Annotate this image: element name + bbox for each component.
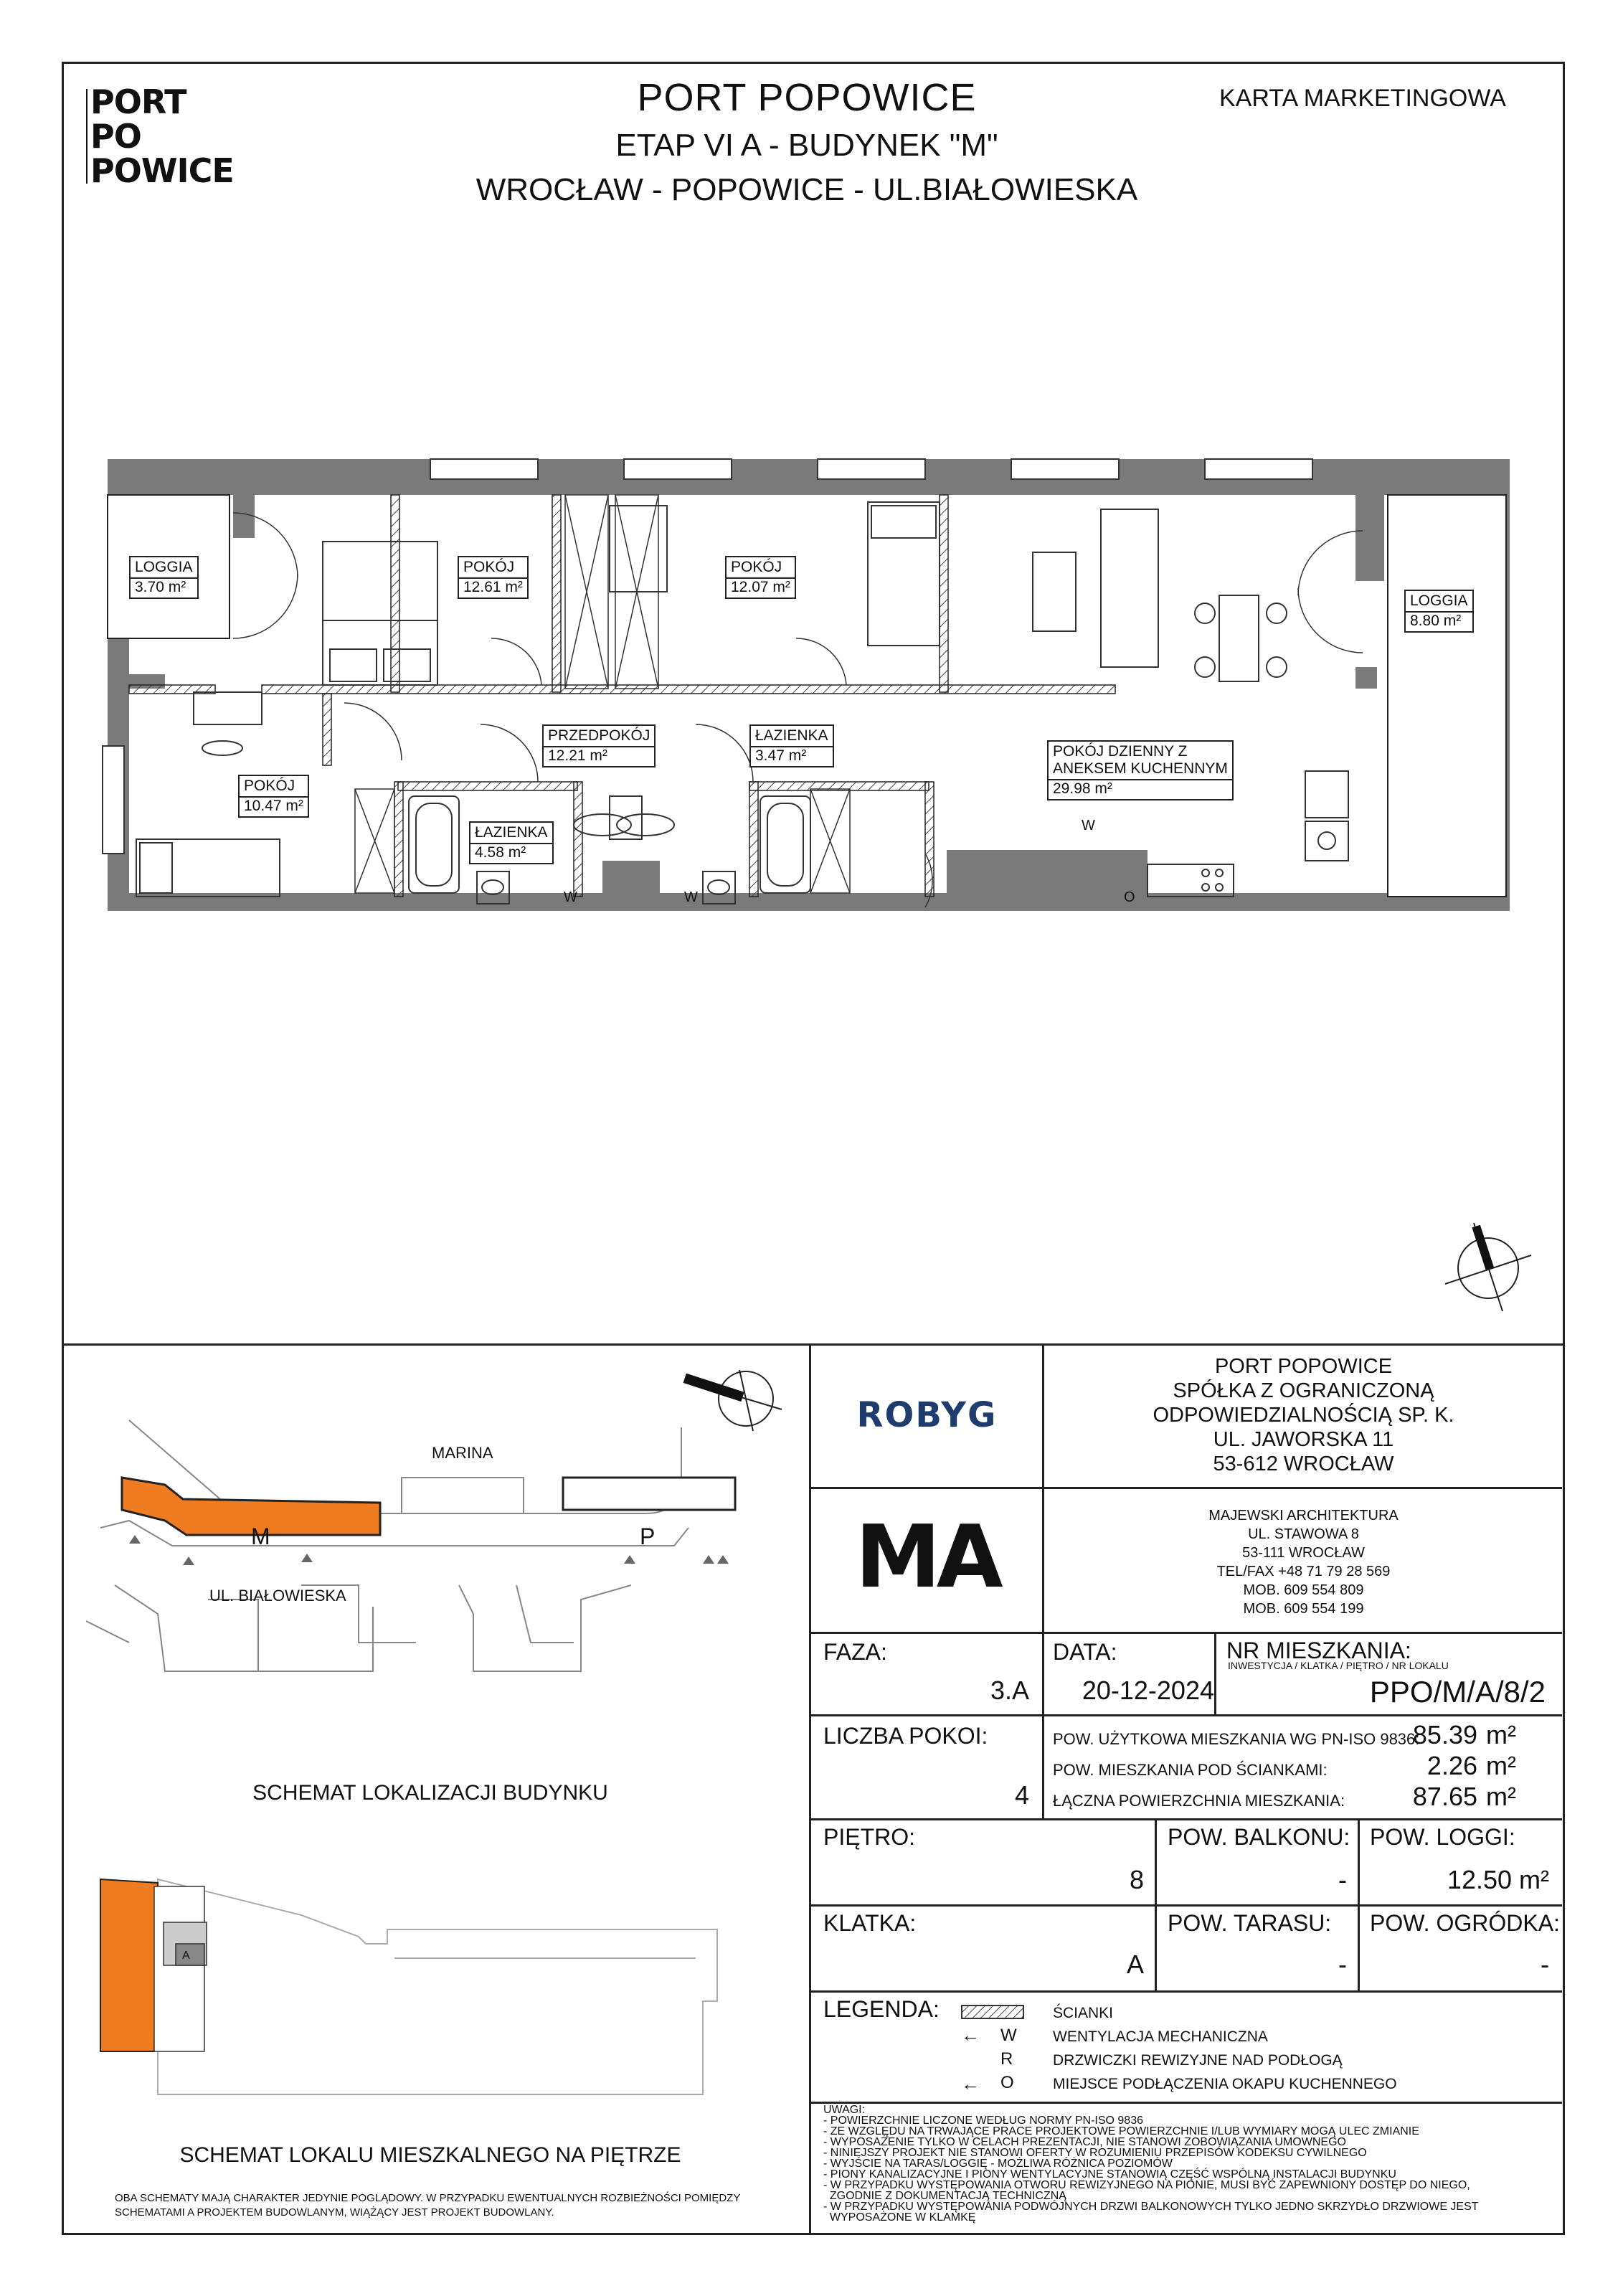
robyg-logo: ROBYG — [856, 1395, 998, 1435]
area1-value: 85.39 — [1412, 1720, 1477, 1749]
legend-title: LEGENDA: — [823, 1996, 940, 2022]
data-label: DATA: — [1053, 1639, 1117, 1665]
nr-hint: INWESTYCJA / KLATKA / PIĘTRO / NR LOKALU — [1228, 1660, 1449, 1671]
area1-unit: m² — [1486, 1720, 1516, 1749]
grid-line — [809, 1714, 1562, 1716]
grid-line — [1042, 1714, 1044, 1818]
room-label-lazienka-2: ŁAZIENKA 4.58 m² — [469, 821, 554, 864]
note-line: - W PRZYPADKU WYSTĘPOWANIA OTWORU REWIZYJNEGO NA PIONIE, MUSI BYĆ ZAPEWNIONY DOSTĘP DO NIEGO, — [823, 2179, 1470, 2191]
floor-schema-caption: SCHEMAT LOKALU MIESZKALNEGO NA PIĘTRZE — [179, 2143, 681, 2167]
partition-walls — [129, 495, 1115, 897]
klatka-value: A — [1126, 1950, 1144, 1979]
grid-line — [1042, 1632, 1044, 1714]
architect-address — [1047, 1506, 1560, 1618]
room-label-living-room: POKÓJ DZIENNY Z ANEKSEM KUCHENNYM 29.98 m² — [1047, 740, 1234, 800]
site-plan — [86, 1370, 803, 1721]
architect-line: 53-111 WROCŁAW — [1242, 1545, 1365, 1561]
faza-value: 3.A — [990, 1676, 1029, 1705]
legend-item-text: ŚCIANKI — [1053, 2005, 1114, 2021]
building-p-shape — [563, 1478, 735, 1510]
taras-label: POW. TARASU: — [1168, 1910, 1332, 1936]
note-line: - PIONY KANALIZACYJNE I PIONY WENTYLACYJNE STANOWIĄ CZĘŚĆ WSPÓLNĄ INSTALACJI BUDYNKU — [823, 2168, 1396, 2181]
faza-label: FAZA: — [823, 1639, 887, 1665]
area1-label: POW. UŻYTKOWA MIESZKANIA WG PN-ISO 9836: — [1053, 1730, 1420, 1748]
developer-address — [1047, 1354, 1560, 1476]
grid-line — [809, 1904, 1562, 1907]
page-title: PORT POPOWICE — [637, 76, 977, 119]
area2-value: 2.26 — [1426, 1751, 1477, 1780]
notes-title: UWAGI: — [823, 2104, 866, 2116]
loggia-label: POW. LOGGI: — [1370, 1824, 1515, 1850]
loggia-value: 12.50 m² — [1447, 1865, 1549, 1894]
balkon-value: - — [1338, 1865, 1347, 1894]
divider — [62, 1343, 1563, 1346]
taras-value: - — [1338, 1950, 1347, 1979]
ventilation-mark-right: W — [684, 889, 698, 905]
ventilation-mark-kitchen: W — [1082, 818, 1095, 833]
legend-item-text: MIEJSCE PODŁĄCZENIA OKAPU KUCHENNEGO — [1053, 2076, 1397, 2092]
apartment-highlight — [100, 1879, 158, 2051]
notes-block — [823, 2104, 1479, 2223]
note-line: - NINIEJSZY PROJEKT NIE STANOWI OFERTY W ROZUMIENIU PRZEPISÓW KODEKSU CYWILNEGO — [823, 2147, 1367, 2159]
balkon-label: POW. BALKONU: — [1168, 1824, 1350, 1850]
schema-stair-label: A — [182, 1950, 190, 1962]
legend-item-text: WENTYLACJA MECHANICZNA — [1053, 2028, 1268, 2045]
architect-line: UL. STAWOWA 8 — [1248, 1526, 1359, 1542]
area3-unit: m² — [1486, 1782, 1516, 1811]
arrow-left-icon: ← — [961, 2024, 980, 2046]
site-label-building-p: P — [640, 1523, 656, 1549]
note-line: - ZE WZGLĘDU NA TRWAJĄCE PRACE PROJEKTOWE POWIERZCHNIE I/LUB WYMIARY MOGĄ ULEC ZMIANIE — [823, 2125, 1419, 2137]
site-plan-caption: SCHEMAT LOKALIZACJI BUDYNKU — [252, 1781, 608, 1805]
area2-label: POW. MIESZKANIA POD ŚCIANKAMI: — [1053, 1761, 1328, 1779]
note-line: - WYJŚCIE NA TARAS/LOGGIĘ - MOŻLIWA RÓŻNICA POZIOMÓW — [823, 2158, 1173, 2170]
grid-line — [809, 1632, 1562, 1634]
logo-line-3: POWICE — [90, 151, 234, 190]
grid-line — [809, 1487, 1562, 1489]
disclaimer-line-2: SCHEMATAMI A PROJEKTEM BUDOWLANYM, WIĄŻĄCY JEST PROJEKT BUDOWLANY. — [115, 2206, 554, 2219]
developer-line: PORT POPOWICE — [1214, 1355, 1393, 1378]
card-type: KARTA MARKETINGOWA — [1219, 85, 1506, 112]
note-line: ZGODNIE Z DOKUMENTACJĄ TECHNICZNĄ — [823, 2190, 1066, 2202]
site-north-arrow-icon — [683, 1370, 782, 1431]
room-label-pokoj-2: POKÓJ 12.07 m² — [725, 556, 796, 599]
area2-unit: m² — [1486, 1751, 1516, 1780]
ogrodek-label: POW. OGRÓDKA: — [1370, 1910, 1560, 1936]
room-label-pokoj-1: POKÓJ 12.61 m² — [458, 556, 529, 599]
logo-line-2: PO — [90, 117, 141, 156]
grid-line — [1042, 1343, 1044, 1638]
divider — [809, 1343, 811, 2233]
floor-schema — [86, 1858, 803, 2145]
developer-line: 53-612 WROCŁAW — [1213, 1452, 1394, 1475]
port-popowice-logo — [90, 82, 234, 190]
ma-logo: MA — [855, 1508, 999, 1607]
grid-line — [1214, 1632, 1216, 1714]
area3-value: 87.65 — [1412, 1782, 1477, 1811]
page-subtitle: ETAP VI A - BUDYNEK "M" — [615, 128, 998, 163]
developer-line: ODPOWIEDZIALNOŚCIĄ SP. K. — [1153, 1404, 1454, 1427]
room-label-lazienka-1: ŁAZIENKA 3.47 m² — [749, 724, 834, 767]
architect-line: TEL/FAX +48 71 79 28 569 — [1216, 1564, 1391, 1579]
note-line: - WYPOSAŻENIE TYLKO W CELACH PREZENTACJI, NIE STANOWI ZOBOWIĄZANIA UMOWNEGO — [823, 2136, 1346, 2148]
site-label-building-m: M — [251, 1523, 270, 1549]
architect-line: MOB. 609 554 809 — [1243, 1582, 1364, 1598]
ogrodek-value: - — [1541, 1950, 1549, 1979]
data-value: 20-12-2024 — [1082, 1676, 1214, 1705]
room-label-loggia-left: LOGGIA 3.70 m² — [129, 556, 199, 599]
legend-symbol-w: W — [1000, 2026, 1017, 2045]
legend-symbol-o: O — [1000, 2073, 1014, 2092]
room-label-przedpokoj: PRZEDPOKÓJ 12.21 m² — [542, 724, 656, 767]
wall-hatch-icon — [961, 2005, 1026, 2021]
nr-value: PPO/M/A/8/2 — [1369, 1675, 1546, 1709]
loggia-right — [1388, 495, 1506, 897]
note-line: WYPOSAŻONE W KLAMKĘ — [823, 2211, 976, 2224]
north-arrow-icon — [1442, 1219, 1535, 1313]
pietro-label: PIĘTRO: — [823, 1824, 916, 1850]
site-label-marina: MARINA — [432, 1444, 493, 1462]
developer-line: UL. JAWORSKA 11 — [1213, 1428, 1394, 1451]
legend-item-text: DRZWICZKI REWIZYJNE NAD PODŁOGĄ — [1053, 2052, 1343, 2069]
hood-mark: O — [1124, 889, 1135, 905]
disclaimer-line-1: OBA SCHEMATY MAJĄ CHARAKTER JEDYNIE POGLĄDOWY. W PRZYPADKU EWENTUALNYCH ROZBIEŻNOŚCI POMIĘDZY — [115, 2192, 741, 2204]
developer-line: SPÓŁKA Z OGRANICZONĄ — [1173, 1379, 1434, 1402]
page-address: WROCŁAW - POPOWICE - UL.BIAŁOWIESKA — [475, 172, 1138, 207]
logo-line-1: PORT — [90, 82, 186, 121]
architect-line: MAJEWSKI ARCHITEKTURA — [1208, 1508, 1399, 1523]
arrow-left-icon: ← — [961, 2073, 980, 2094]
room-label-loggia-right: LOGGIA 8.80 m² — [1404, 590, 1474, 633]
grid-line — [809, 2102, 1562, 2104]
area3-label: ŁĄCZNA POWIERZCHNIA MIESZKANIA: — [1053, 1792, 1345, 1810]
note-line: - POWIERZCHNIE LICZONE WEDŁUG NORMY PN-ISO 9836 — [823, 2115, 1143, 2127]
architect-line: MOB. 609 554 199 — [1243, 1601, 1364, 1617]
grid-line — [809, 1990, 1562, 1993]
grid-line — [809, 1818, 1562, 1820]
pietro-value: 8 — [1129, 1865, 1144, 1894]
note-line: - W PRZYPADKU WYSTĘPOWANIA PODWÓJNYCH DRZWI BALKONOWYCH TYLKO JEDNO SKRZYDŁO DRZWIOWE JEST — [823, 2201, 1479, 2213]
floor-plan — [100, 452, 1520, 932]
pokoje-value: 4 — [1014, 1780, 1029, 1810]
pokoje-label: LICZBA POKOI: — [823, 1723, 988, 1749]
room-label-pokoj-3: POKÓJ 10.47 m² — [238, 775, 309, 818]
ventilation-mark-left: W — [564, 889, 577, 905]
site-label-street: UL. BIAŁOWIESKA — [209, 1587, 346, 1605]
nr-label: NR MIESZKANIA: — [1226, 1638, 1411, 1663]
legend-symbol-r: R — [1000, 2049, 1013, 2069]
klatka-label: KLATKA: — [823, 1910, 917, 1936]
